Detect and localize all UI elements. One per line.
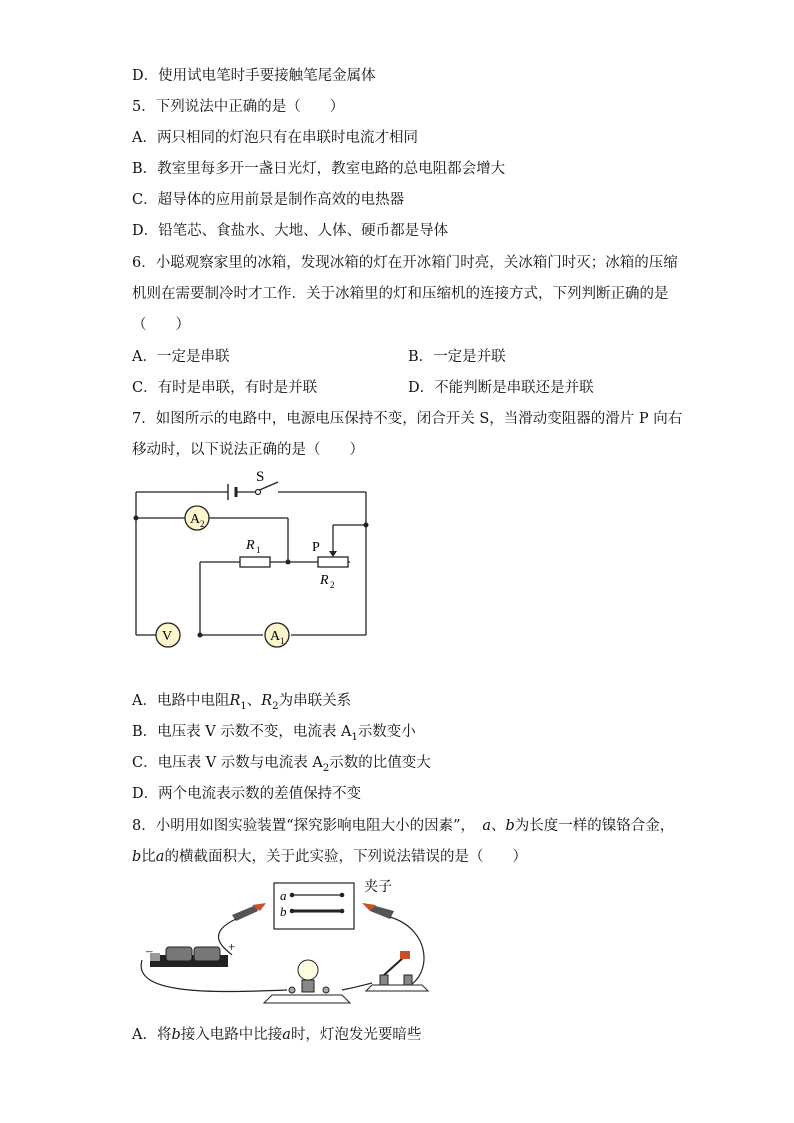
q5-option-a: A．两只相同的灯泡只有在串联时电流才相同: [132, 130, 418, 146]
a2-sub: 2: [200, 519, 205, 529]
q7-stem-line1: 7．如图所示的电路中，电源电压保持不变，闭合开关 S，当滑动变阻器的滑片 P 向右: [132, 411, 683, 427]
q6-option-d: D．不能判断是串联还是并联: [408, 380, 594, 396]
q7-option-b: B．电压表 V 示数不变，电流表 $A_1$示数变小: [132, 724, 416, 743]
p-label: P: [312, 540, 320, 555]
minus-label: –: [146, 943, 153, 958]
q8-stem-line1: 8．小明用如图实验装置“探究影响电阻大小的因素”， a、b为长度一样的镍铬合金，: [132, 818, 675, 834]
left-clip-icon: [232, 903, 266, 921]
q8-stem-line2: b比a的横截面积大，关于此实验，下列说法错误的是（ ）: [132, 849, 527, 865]
clip-label: 夹子: [364, 880, 392, 895]
knife-switch-icon: [366, 951, 428, 991]
q6-stem-line2: 机则在需要制冷时才工作．关于冰箱里的灯和压缩机的连接方式，下列判断正确的是: [132, 286, 669, 302]
q6-stem-line3: （ ）: [132, 317, 190, 333]
q6-option-a: A．一定是串联: [132, 349, 230, 365]
r1-sub: 1: [256, 545, 261, 555]
q5-option-c: C．超导体的应用前景是制作高效的电热器: [132, 192, 405, 208]
q6-option-c: C．有时是串联，有时是并联: [132, 380, 318, 396]
plus-label: +: [228, 939, 236, 954]
q5-stem: 5．下列说法中正确的是（ ）: [132, 99, 345, 115]
q6-option-b: B．一定是并联: [408, 349, 506, 365]
r2-sub: 2: [330, 580, 335, 590]
q5-option-b: B．教室里每多开一盏日光灯，教室电路的总电阻都会增大: [132, 161, 506, 177]
q7-option-c: C．电压表 V 示数与电流表 $A_2$示数的比值变大: [132, 755, 431, 774]
q7-circuit-diagram: [128, 465, 378, 655]
a1-label: A: [270, 629, 281, 644]
wire-b-label: b: [280, 904, 287, 919]
q8-apparatus-diagram: [132, 875, 442, 1015]
wire-a-label: a: [280, 888, 287, 903]
q6-stem-line1: 6．小聪观察家里的冰箱，发现冰箱的灯在开冰箱门时亮，关冰箱门时灭；冰箱的压缩: [132, 255, 678, 271]
r2-label: R: [320, 573, 329, 588]
q8-option-a: A．将b接入电路中比接a时，灯泡发光要暗些: [132, 1027, 422, 1043]
q7-option-d: D．两个电流表示数的差值保持不变: [132, 786, 362, 802]
a1-sub: 1: [280, 636, 285, 646]
a2-label: A: [190, 512, 201, 527]
battery-icon: [150, 947, 228, 967]
q4-option-d: D．使用试电笔时手要接触笔尾金属体: [132, 68, 376, 84]
v-label: V: [162, 629, 173, 644]
r1-label: R: [246, 538, 255, 553]
q5-option-d: D．铅笔芯、食盐水、大地、人体、硬币都是导体: [132, 223, 449, 239]
right-clip-icon: [362, 903, 394, 919]
q7-stem-line2: 移动时，以下说法正确的是（ ）: [132, 442, 364, 458]
light-bulb-icon: [264, 960, 350, 1003]
switch-label: S: [256, 469, 265, 485]
q7-option-a: A．电路中电阻$R_1$、$R_2$为串联关系: [132, 693, 352, 712]
